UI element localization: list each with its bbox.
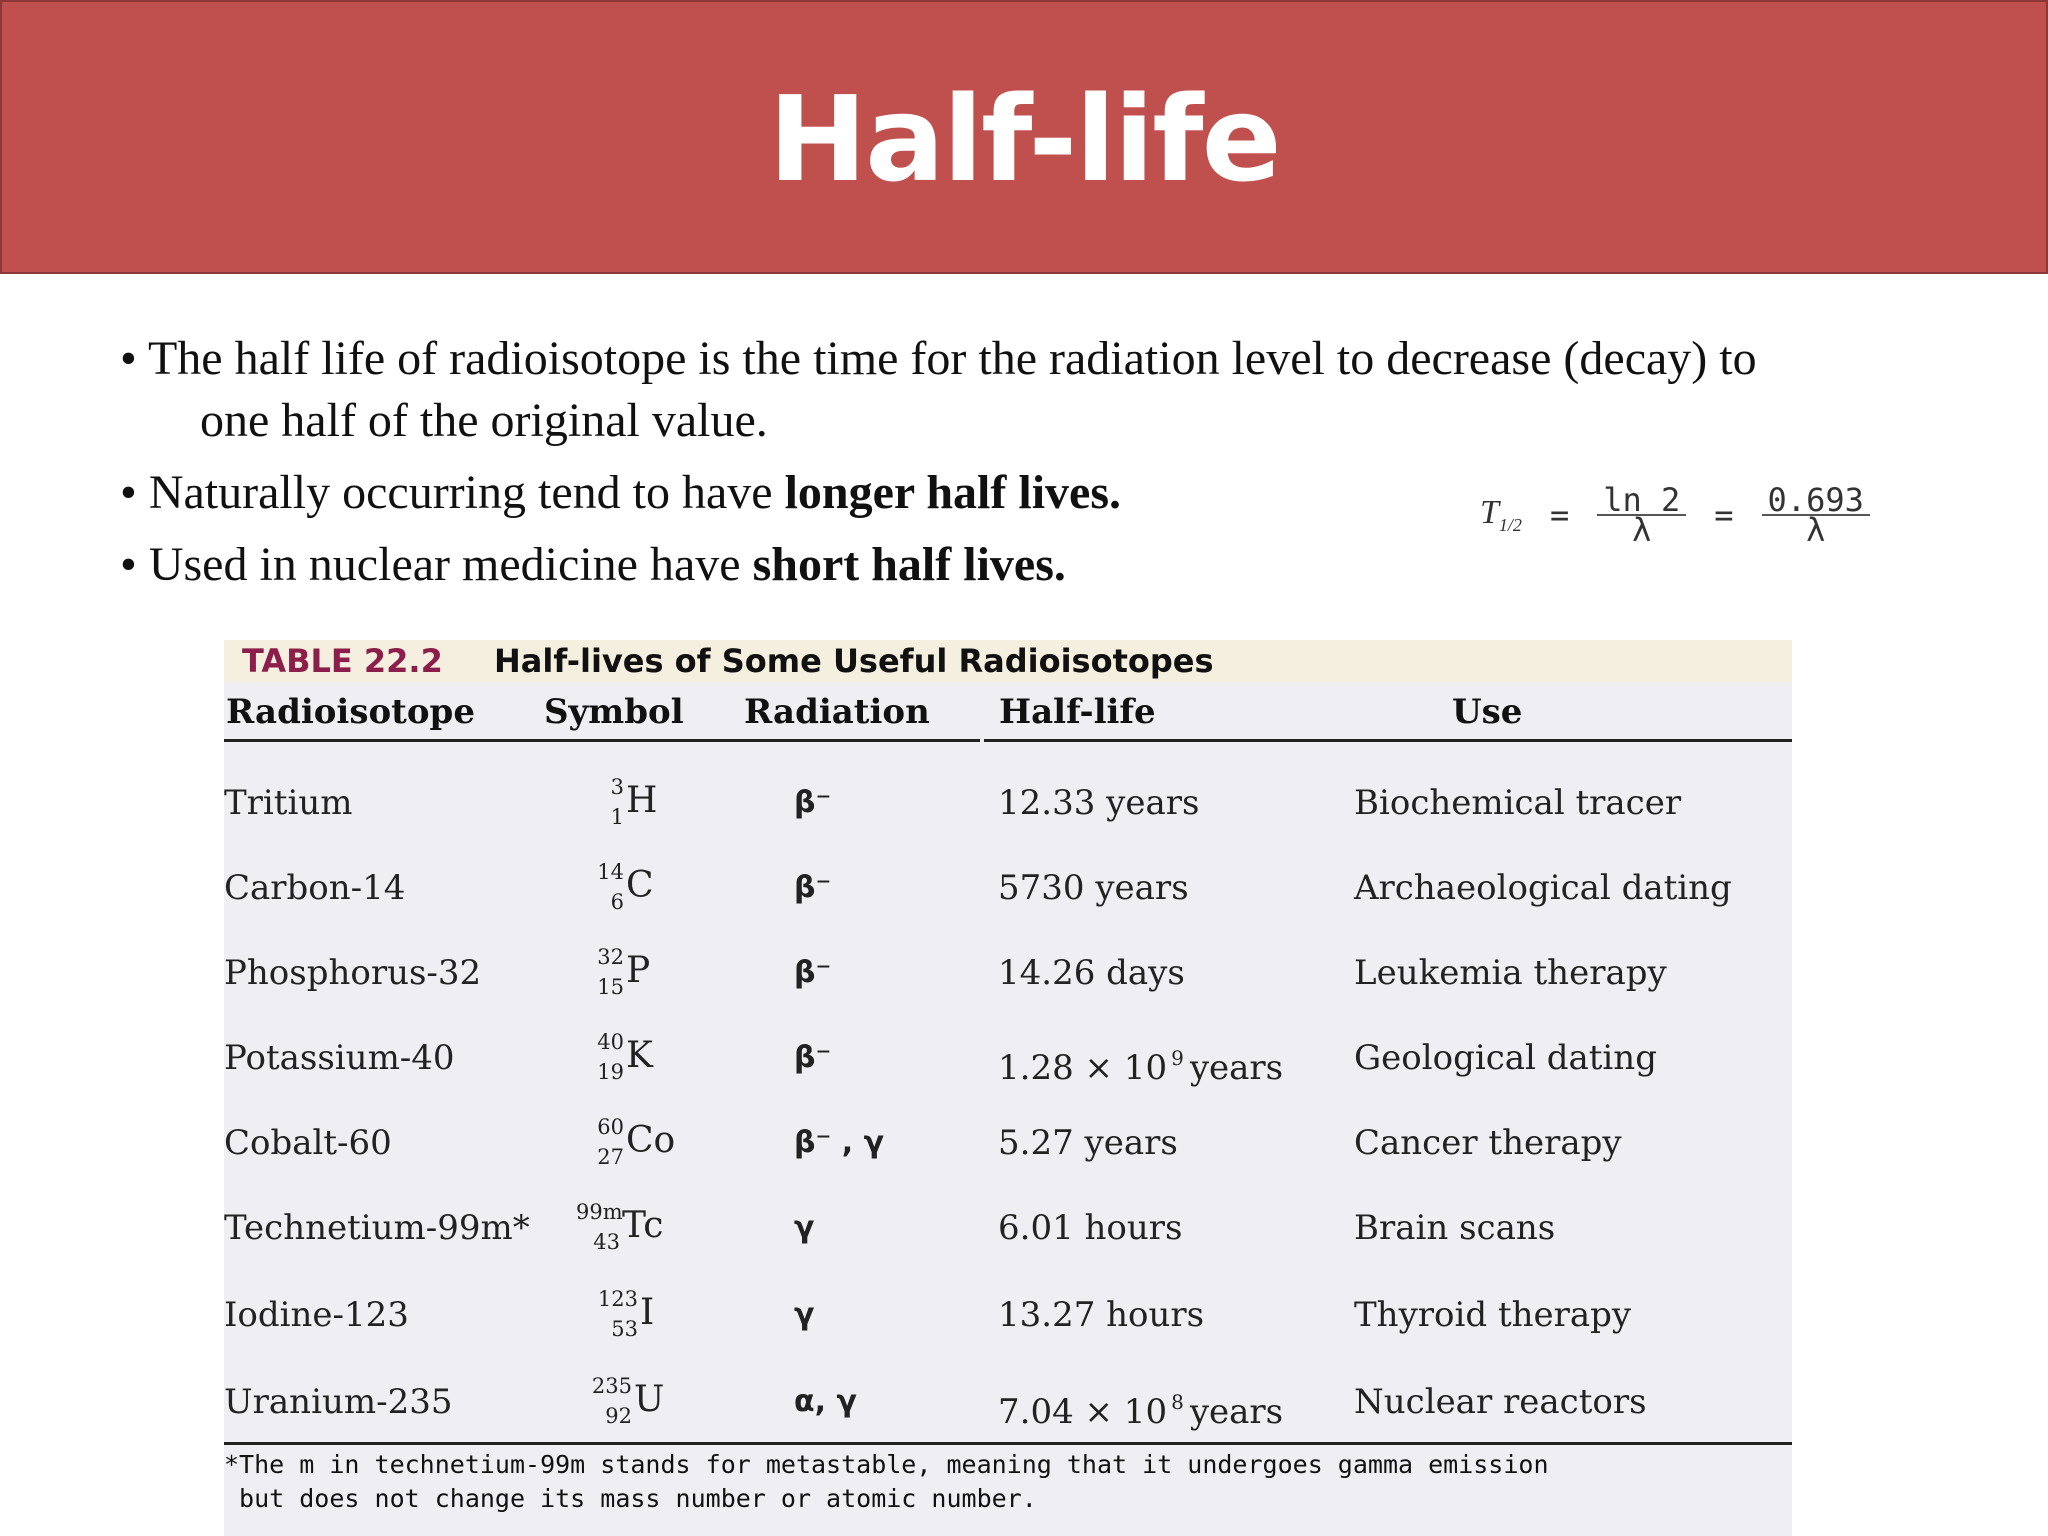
element-symbol: H: [626, 780, 658, 821]
radioisotope-table: [224, 640, 1792, 1536]
element-symbol: Tc: [622, 1205, 664, 1246]
title-bar: [0, 0, 2048, 274]
formula-fraction-0693: $\frac{0.693}{\lambda}$: [1762, 486, 1870, 544]
cell-half-life: 12.33 years: [998, 783, 1200, 823]
bullet-text: Used in nuclear medicine have: [148, 538, 753, 591]
atomic-number: 92: [605, 1404, 632, 1428]
cell-radiation: α, γ: [794, 1384, 857, 1419]
table-caption: [224, 640, 1792, 682]
cell-radioisotope: Tritium: [224, 783, 353, 823]
cell-use: Geological dating: [1354, 1038, 1657, 1078]
cell-radioisotope: Phosphorus-32: [224, 953, 482, 993]
cell-half-life: 13.27 hours: [998, 1295, 1205, 1335]
formula-equals: =: [1549, 496, 1570, 534]
mass-number: 60: [597, 1115, 624, 1139]
bullet-continuation: one half of the original value.: [200, 394, 768, 447]
mass-number: 14: [597, 860, 624, 884]
bullet-list: [120, 328, 1950, 606]
cell-use: Biochemical tracer: [1354, 783, 1682, 823]
formula-lhs: $T_{1/2}$: [1480, 494, 1522, 535]
bullet-marker: •: [120, 466, 149, 519]
element-symbol: I: [640, 1292, 655, 1333]
atomic-number: 1: [610, 805, 624, 829]
table-row: [224, 773, 1792, 833]
cell-radioisotope: Technetium-99m*: [224, 1208, 530, 1248]
cell-radiation: γ: [794, 1210, 815, 1245]
header-symbol: Symbol: [544, 692, 684, 732]
table-row: [224, 943, 1792, 1003]
table-row: [224, 1028, 1792, 1088]
element-symbol: K: [626, 1035, 653, 1076]
cell-radioisotope: Iodine-123: [224, 1295, 409, 1335]
table-number: TABLE 22.2: [242, 642, 443, 680]
cell-use: Leukemia therapy: [1354, 953, 1667, 993]
atomic-number: 43: [593, 1230, 620, 1254]
cell-use: Nuclear reactors: [1354, 1382, 1647, 1422]
cell-radioisotope: Potassium-40: [224, 1038, 455, 1078]
header-radioisotope: Radioisotope: [226, 692, 475, 732]
header-half-life: Half-life: [999, 692, 1156, 732]
table-row: [224, 1285, 1792, 1345]
mass-number: 40: [597, 1030, 624, 1054]
header-radiation: Radiation: [744, 692, 930, 732]
bullet-emphasis: short half lives.: [752, 538, 1066, 591]
table-row: [224, 1372, 1792, 1432]
mass-number: 99m: [576, 1200, 623, 1224]
slide-title: Half-life: [768, 70, 1280, 208]
header-divider: [984, 739, 1792, 742]
cell-use: Thyroid therapy: [1354, 1295, 1632, 1335]
atomic-number: 19: [597, 1060, 624, 1084]
cell-radiation: β⁻: [794, 955, 832, 990]
table-title: Half-lives of Some Useful Radioisotopes: [494, 642, 1214, 680]
cell-half-life: 14.26 days: [998, 953, 1185, 993]
atomic-number: 6: [610, 890, 624, 914]
element-symbol: Co: [626, 1120, 676, 1161]
mass-number: 32: [597, 945, 624, 969]
bullet-marker: •: [120, 332, 148, 385]
bullet-text: The half life of radioisotope is the time for the radiation level to decrease (decay) to: [147, 332, 1757, 385]
mass-number: 3: [610, 775, 624, 799]
cell-half-life: 5730 years: [998, 868, 1189, 908]
atomic-number: 27: [597, 1145, 624, 1169]
cell-half-life: 5.27 years: [998, 1123, 1178, 1163]
table-row: [224, 1198, 1792, 1258]
bullet-text: Naturally occurring tend to have: [148, 466, 785, 519]
cell-half-life: 7.04 × 10 $^8$ years: [998, 1390, 1284, 1432]
cell-radiation: γ: [794, 1297, 815, 1332]
header-divider: [224, 739, 980, 742]
mass-number: 235: [591, 1374, 632, 1398]
cell-radioisotope: Carbon-14: [224, 868, 406, 908]
footnote-divider: [224, 1442, 1792, 1445]
element-symbol: U: [634, 1379, 665, 1420]
half-life-formula: [1480, 480, 1870, 550]
cell-radioisotope: Cobalt-60: [224, 1123, 392, 1163]
cell-radiation: β⁻: [794, 1040, 832, 1075]
table-footnote: *The m in technetium-99m stands for metastable, meaning that it undergoes gamma emission but does not change its mass number or atomic number.: [224, 1450, 1549, 1513]
bullet-item: [120, 328, 1950, 452]
bullet-marker: •: [120, 538, 149, 591]
formula-equals: =: [1714, 496, 1734, 534]
atomic-number: 53: [611, 1317, 638, 1341]
cell-half-life: 1.28 × 10 $^9$ years: [998, 1046, 1284, 1088]
cell-use: Brain scans: [1354, 1208, 1556, 1248]
header-use: Use: [1452, 692, 1523, 732]
cell-use: Cancer therapy: [1354, 1123, 1622, 1163]
table-row: [224, 858, 1792, 918]
cell-radiation: β⁻: [794, 785, 832, 820]
atomic-number: 15: [597, 975, 624, 999]
bullet-emphasis: longer half lives.: [784, 466, 1122, 519]
table-row: [224, 1113, 1792, 1173]
cell-radioisotope: Uranium-235: [224, 1382, 453, 1422]
cell-radiation: β⁻: [794, 870, 832, 905]
element-symbol: C: [626, 865, 654, 906]
cell-half-life: 6.01 hours: [998, 1208, 1183, 1248]
formula-fraction-ln2: $\frac{\ln 2}{\lambda}$: [1597, 486, 1686, 544]
cell-radiation: β⁻ , γ: [794, 1125, 885, 1160]
element-symbol: P: [626, 950, 651, 991]
cell-use: Archaeological dating: [1354, 868, 1732, 908]
mass-number: 123: [597, 1287, 638, 1311]
